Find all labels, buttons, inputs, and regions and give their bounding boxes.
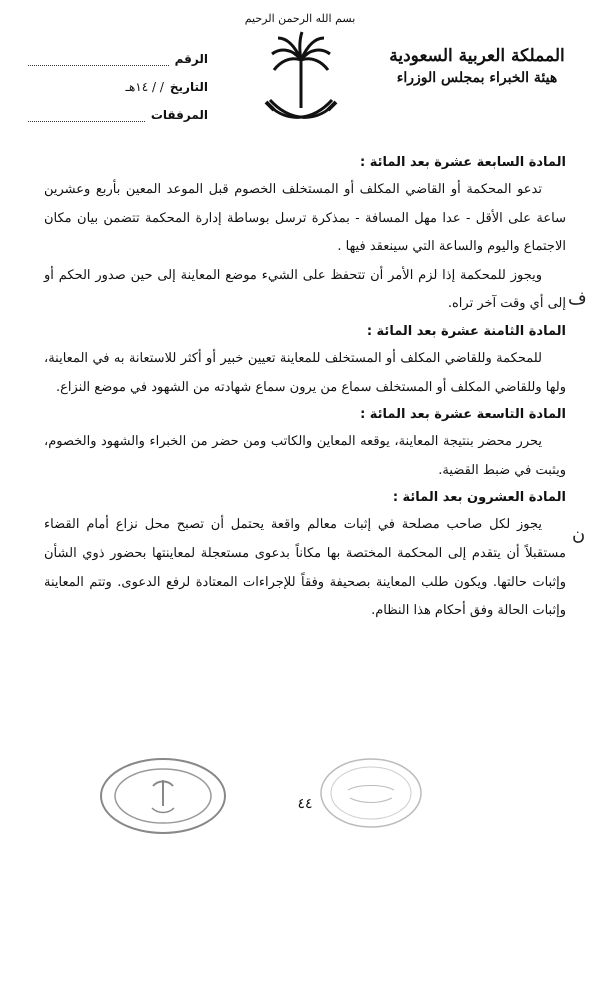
article-120-title: المادة العشرون بعد المائة :: [392, 490, 566, 506]
date-label: التاريخ: [169, 80, 208, 94]
org-line-2: هيئة الخبراء بمجلس الوزراء: [396, 70, 558, 86]
margin-mark-1: ف: [568, 288, 587, 309]
article-120-para-1: يجوز لكل صاحب مصلحة في إثبات معالم واقعة يحتمل أن تصبح محل نزاع أمام القضاء مستقبلاً أن يتقدم إلى المحكمة المختصة بها مكاناً بدعوى مستعجلة لمعاينتها بحضور ذوي الشأن وإثبات حالتها. ويكون طلب المعاينة بصحيفة وفقاً للإجراءات المعتادة لرفع الدعوى. وتتم المعاينة وإثبات الحالة وفق أحكام هذا النظام.: [44, 517, 566, 619]
article-117-title: المادة السابعة عشرة بعد المائة :: [360, 155, 566, 170]
basmala: بسم الله الرحمن الرحيم: [244, 12, 356, 25]
ref-line: [28, 53, 169, 66]
article-118-para-1: للمحكمة وللقاضي المكلف أو المستخلف للمعاينة تعيين خبير أو أكثر للاستعانة به في المعاينة، ولها وللقاضي المكلف أو المستخلف سماع من يرون سماع شهادته من الشهود في موضع النزاع.: [44, 350, 566, 395]
official-seal-stamp: [98, 756, 228, 836]
margin-mark-2: ن: [572, 524, 586, 545]
article-117-para-2: ويجوز للمحكمة إذا لزم الأمر أن تتحفظ على الشيء موضع المعاينة إلى حين صدور الحكم أو إلى أي وقت آخر تراه.: [44, 267, 566, 312]
attachments-label: المرفقات: [150, 108, 208, 122]
circular-stamp: [318, 756, 424, 830]
date-row: [28, 72, 208, 94]
document-body: [44, 150, 566, 626]
article-117-para-1: تدعو المحكمة أو القاضي المكلف أو المستخلف الخصوم قبل الموعد المعين بأربع وعشرين ساعة على الأقل - عدا مهل المسافة - بمذكرة ترسل بوساطة إدارة المحكمة تتضمن بيان مكان الاجتماع واليوم والساعة التي سينعقد فيها .: [44, 182, 566, 255]
saudi-emblem-icon: [262, 30, 340, 128]
article-118-title: المادة الثامنة عشرة بعد المائة :: [366, 323, 566, 339]
document-meta: [28, 44, 208, 128]
org-line-1: المملكة العربية السعودية: [389, 46, 565, 66]
page-number: ٤٤: [297, 796, 313, 812]
organization-header: [372, 46, 582, 86]
date-value: / / ١٤هـ: [125, 80, 164, 94]
article-119-title: المادة التاسعة عشرة بعد المائة :: [360, 407, 566, 423]
attachments-line: [28, 109, 145, 122]
attachments-row: [28, 100, 208, 122]
ref-row: [28, 44, 208, 66]
ref-label: الرقم: [174, 52, 208, 66]
article-119-para-1: يحرر محضر بنتيجة المعاينة، يوقعه المعاين والكاتب ومن حضر من الخبراء والشهود والخصوم، ويثبت في ضبط القضية.: [44, 434, 566, 478]
